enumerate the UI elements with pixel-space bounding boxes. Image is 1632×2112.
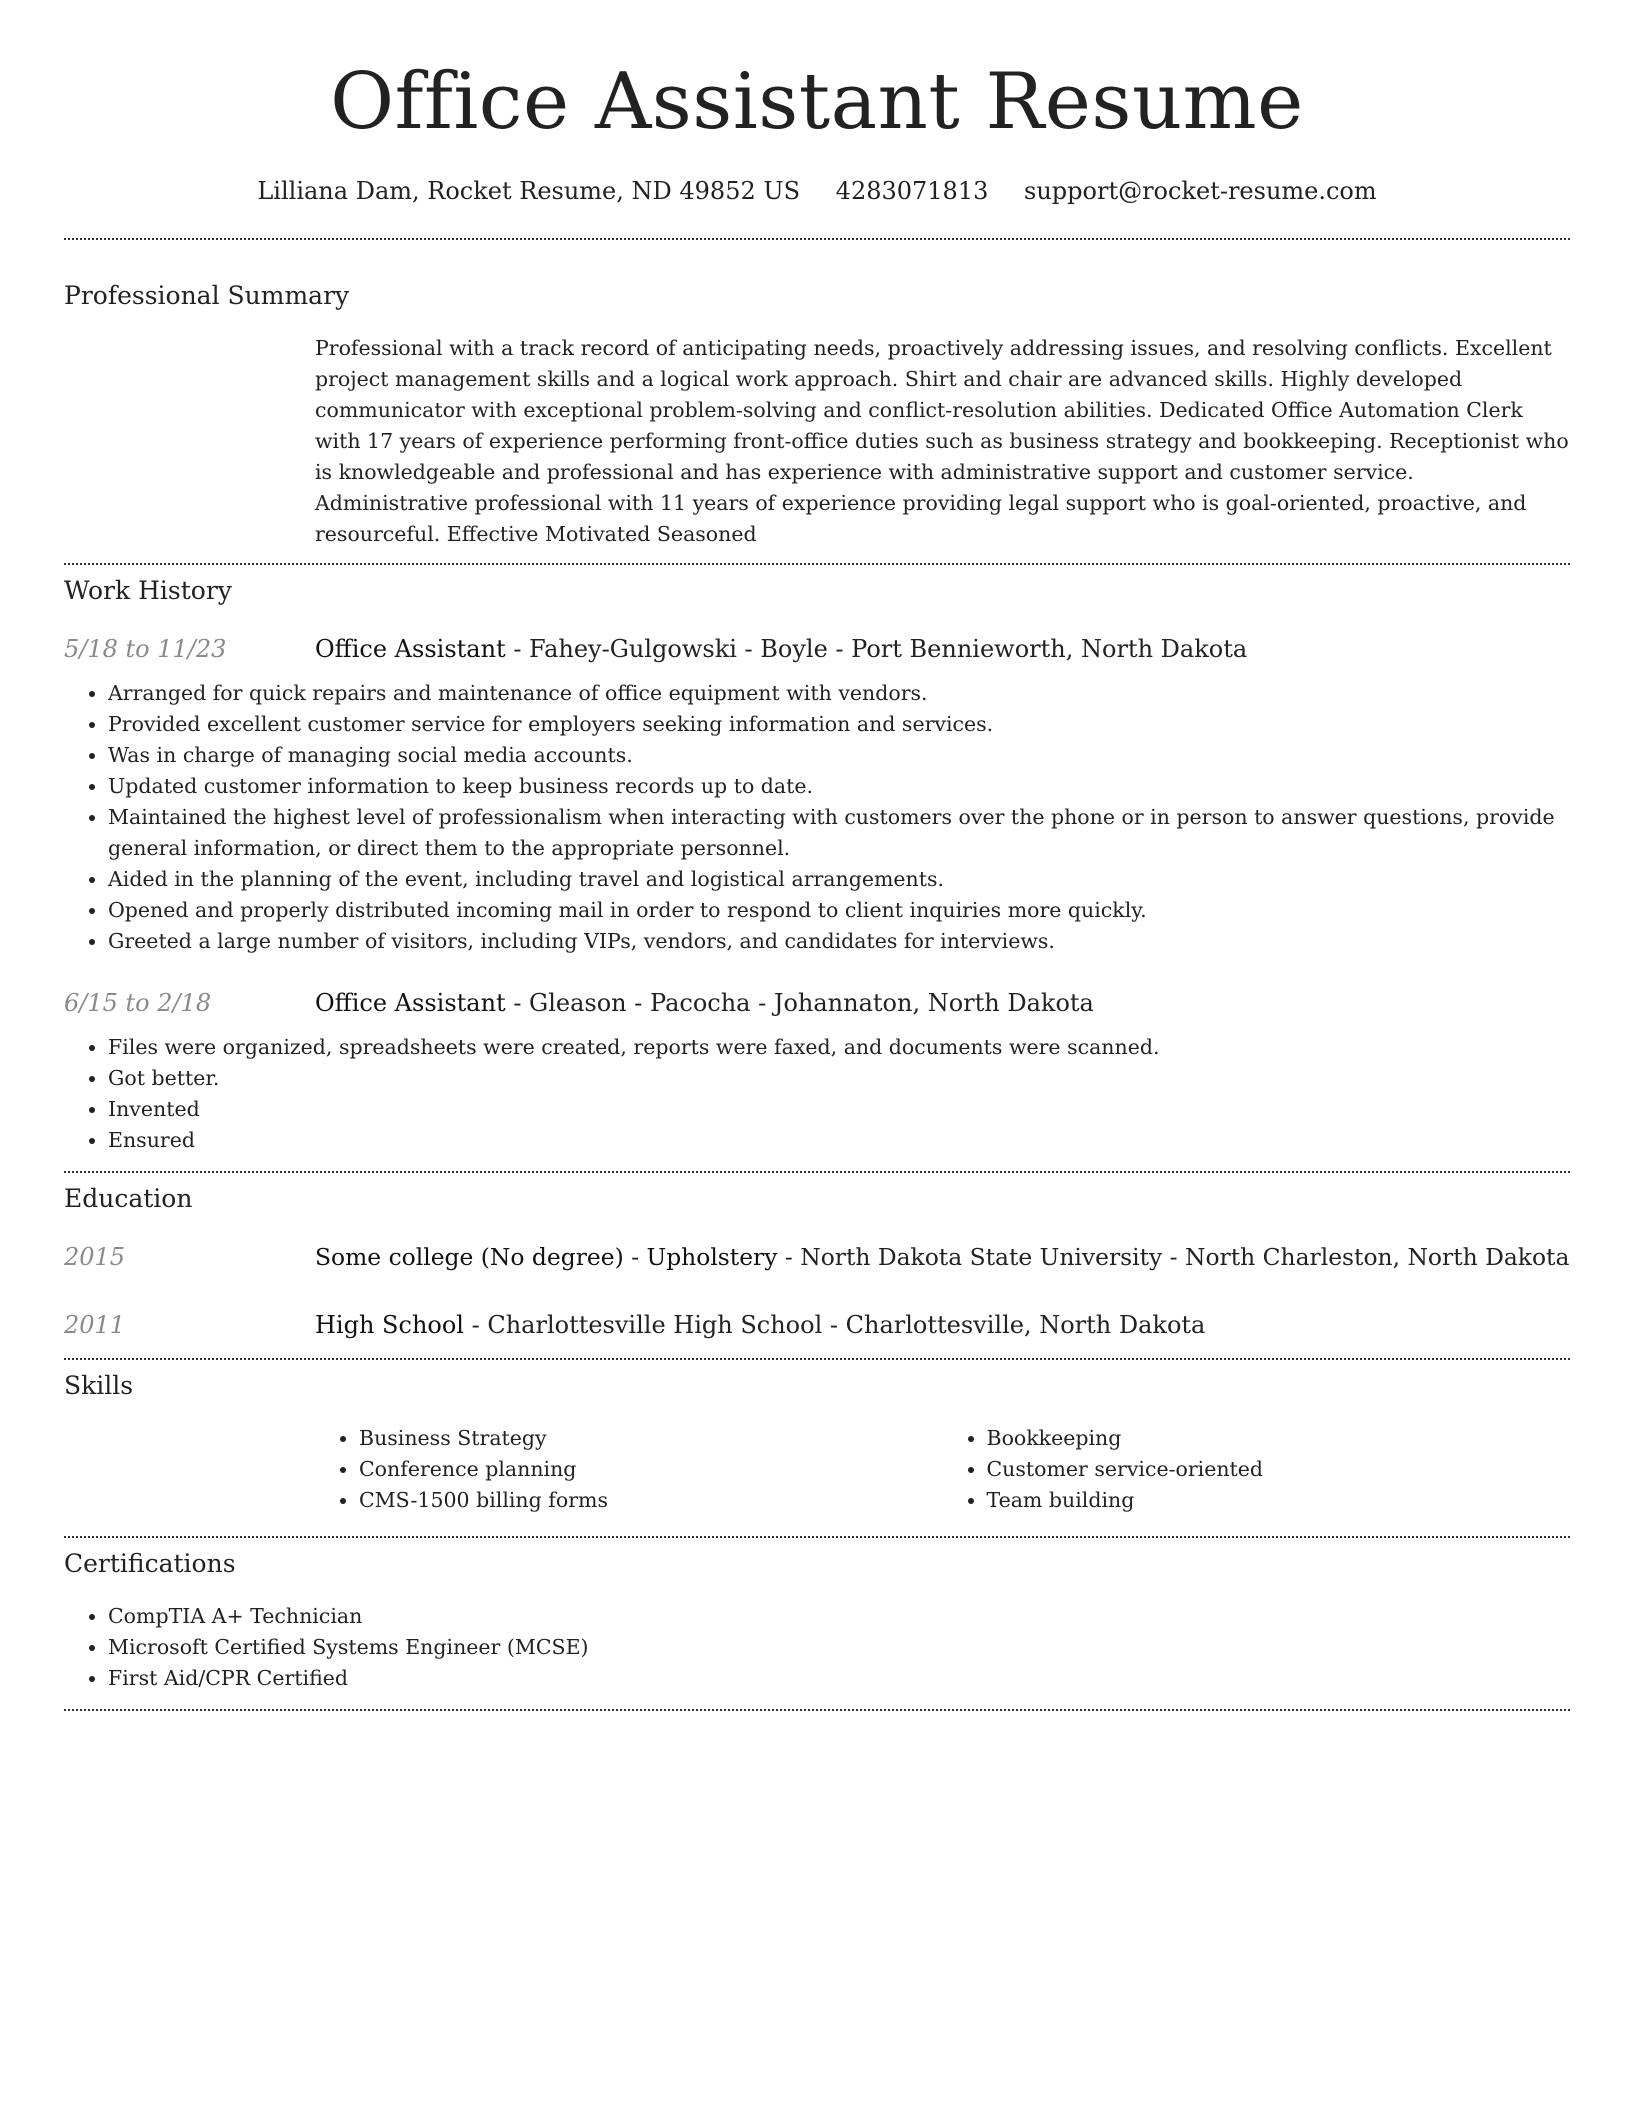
section-heading-summary: Professional Summary (64, 281, 350, 310)
list-item: • Got better. (108, 1063, 1570, 1094)
job-details: - Gleason - Pacocha - Johannaton, North Dakota (505, 989, 1094, 1017)
job-dates: 6/15 to 2/18 (64, 989, 212, 1017)
job-title: Office Assistant (315, 989, 506, 1017)
skill-item: • CMS-1500 billing forms (359, 1485, 943, 1516)
divider (64, 1709, 1570, 1711)
education-section (64, 1173, 1570, 1342)
certifications-list (64, 1601, 1570, 1694)
education-heading (315, 1308, 1570, 1342)
education-entry (64, 1308, 1570, 1342)
certification-item: • CompTIA A+ Technician (108, 1601, 1570, 1632)
education-field: Upholstery (646, 1243, 778, 1271)
skill-item: • Business Strategy (359, 1423, 943, 1454)
skill-item: • Conference planning (359, 1454, 943, 1485)
contact-line (64, 174, 1570, 208)
education-year: 2015 (64, 1243, 126, 1271)
contact-address: Lilliana Dam, Rocket Resume, ND 49852 US (257, 177, 801, 205)
section-heading-certifications: Certifications (64, 1549, 236, 1578)
section-heading-work: Work History (64, 576, 232, 605)
contact-email: support@rocket-resume.com (1024, 177, 1377, 205)
job-entry (64, 632, 1570, 957)
list-item: • Greeted a large number of visitors, including VIPs, vendors, and candidates for interviews. (108, 926, 1570, 957)
resume-title: Office Assistant Resume (330, 57, 1304, 147)
job-details: - Fahey-Gulgowski - Boyle - Port Bennieworth, North Dakota (505, 635, 1248, 663)
summary-text: Professional with a track record of anticipating needs, proactively addressing issues, and resolving conflicts. Excellent project management skills and a logical work approach. Shirt and chair are advanced skills. Highly developed communicator with exceptional problem-solving and conflict-resolution abilities. Dedicated Office Automation Clerk with 17 years of experience performing front-office duties such as business strategy and bookkeeping. Receptionist who is knowledgeable and professional and has experience with administrative support and customer service. Administrative professional with 11 years of experience providing legal support who is goal-oriented, proactive, and resourceful. Effective Motivated Seasoned (315, 336, 1569, 546)
education-separator: - (623, 1243, 647, 1271)
education-entry (64, 1240, 1570, 1274)
skills-section (64, 1360, 1570, 1516)
section-heading-skills: Skills (64, 1371, 134, 1400)
job-dates: 5/18 to 11/23 (64, 635, 227, 663)
skills-list-right (943, 1423, 1571, 1516)
education-details: - Charlottesville High School - Charlottesville, North Dakota (463, 1311, 1206, 1339)
summary-section (64, 240, 1570, 550)
education-heading (315, 1240, 1570, 1274)
list-item: • Maintained the highest level of professionalism when interacting with customers over the phone or in person to answer questions, provide general information, or direct them to the appropriate personnel. (108, 802, 1570, 864)
list-item: • Files were organized, spreadsheets were created, reports were faxed, and documents were scanned. (108, 1032, 1570, 1063)
job-heading (315, 632, 1570, 666)
job-bullets (64, 678, 1570, 957)
education-degree: Some college (No degree) (315, 1243, 624, 1271)
skill-item: • Bookkeeping (987, 1423, 1571, 1454)
skill-item: • Customer service-oriented (987, 1454, 1571, 1485)
certification-item: • Microsoft Certified Systems Engineer (MCSE) (108, 1632, 1570, 1663)
list-item: • Updated customer information to keep business records up to date. (108, 771, 1570, 802)
skills-columns (315, 1423, 1570, 1516)
list-item: • Invented (108, 1094, 1570, 1125)
certification-item: • First Aid/CPR Certified (108, 1663, 1570, 1694)
job-heading (315, 986, 1570, 1020)
certifications-section (64, 1538, 1570, 1694)
resume-page (64, 0, 1570, 1711)
skills-list-left (315, 1423, 943, 1516)
list-item: • Ensured (108, 1125, 1570, 1156)
job-entry (64, 986, 1570, 1156)
list-item: • Provided excellent customer service for employers seeking information and services. (108, 709, 1570, 740)
skill-item: • Team building (987, 1485, 1571, 1516)
section-heading-education: Education (64, 1184, 193, 1213)
education-year: 2011 (64, 1311, 126, 1339)
list-item: • Arranged for quick repairs and maintenance of office equipment with vendors. (108, 678, 1570, 709)
job-title: Office Assistant (315, 635, 506, 663)
work-section (64, 565, 1570, 1156)
list-item: • Opened and properly distributed incoming mail in order to respond to client inquiries more quickly. (108, 895, 1570, 926)
job-bullets (64, 1032, 1570, 1156)
education-details: - North Dakota State University - North Charleston, North Dakota (777, 1243, 1570, 1271)
education-degree: High School (315, 1311, 464, 1339)
list-item: • Aided in the planning of the event, including travel and logistical arrangements. (108, 864, 1570, 895)
contact-phone: 4283071813 (835, 177, 989, 205)
list-item: • Was in charge of managing social media accounts. (108, 740, 1570, 771)
